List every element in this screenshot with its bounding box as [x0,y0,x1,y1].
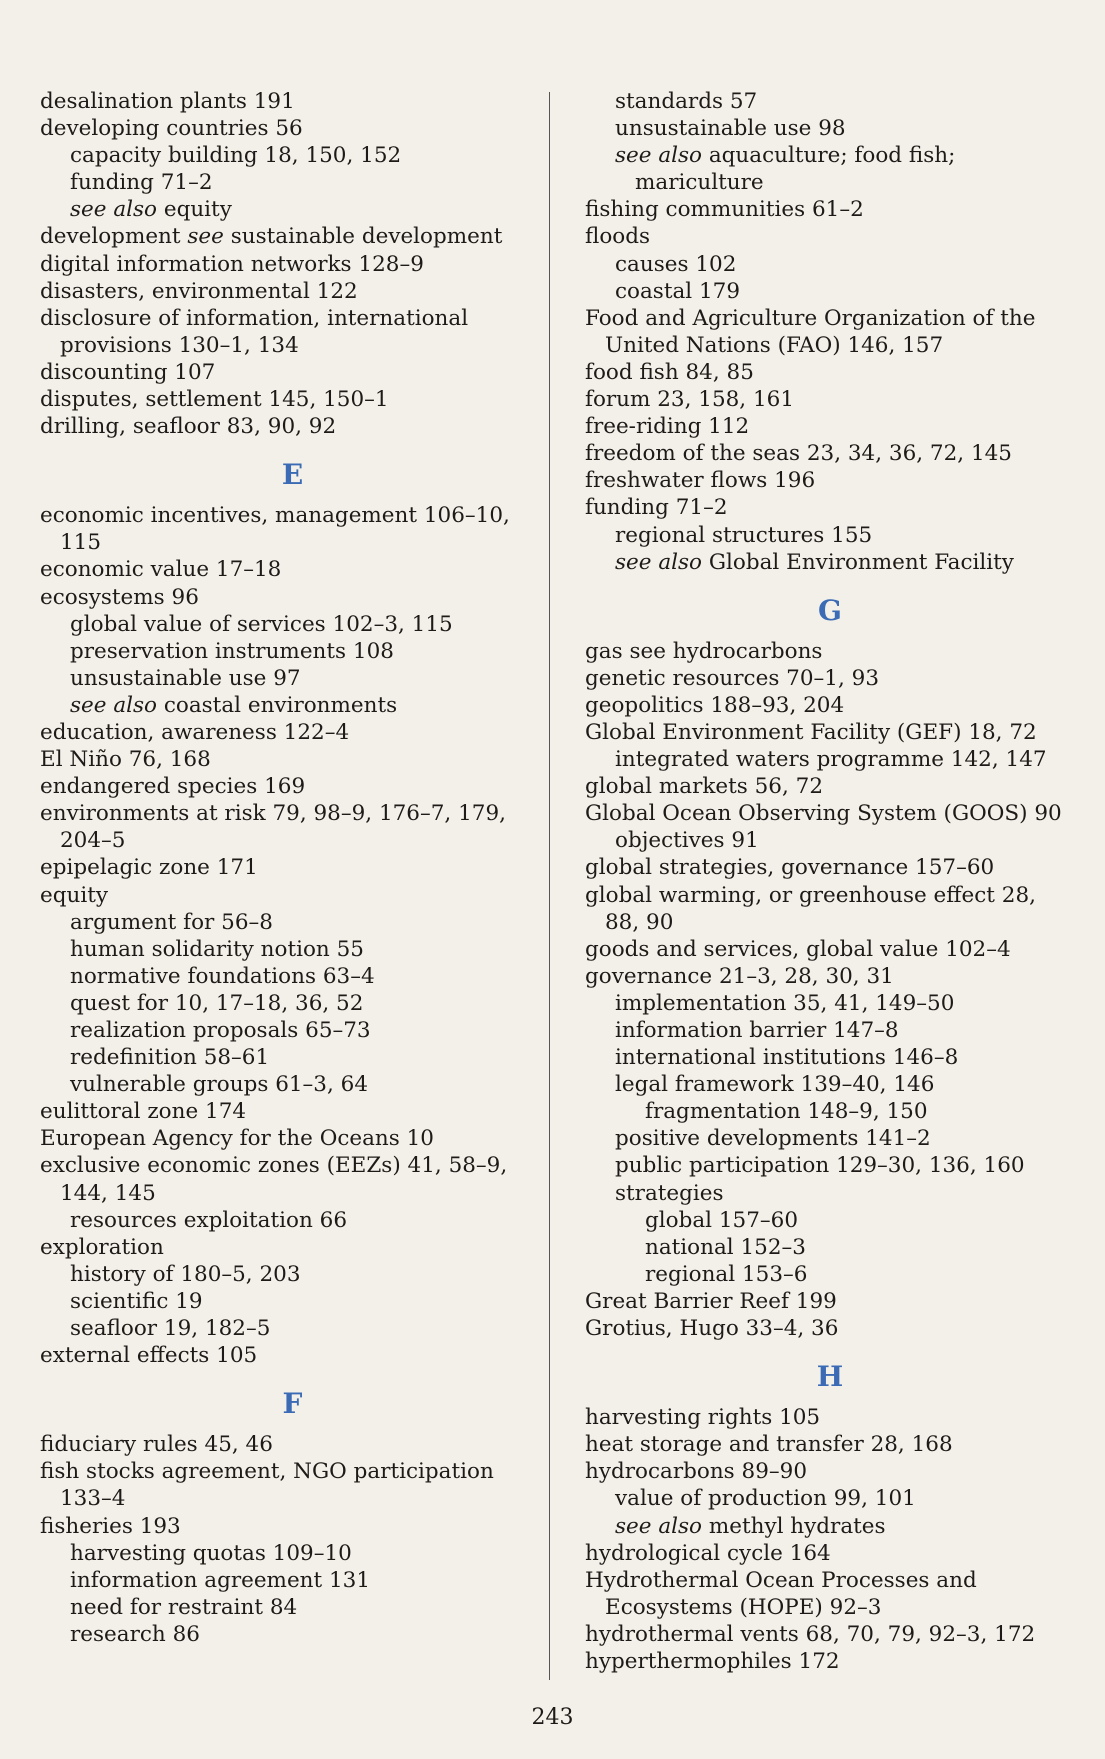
entry-text: food fish 84, 85 [585,359,754,385]
cross-reference-label: see also [615,1513,702,1539]
index-subentry [70,1594,545,1621]
entry-text: resources exploitation 66 [70,1207,348,1233]
entry-text: realization proposals 65–73 [70,1018,371,1043]
entry-text: Global Ocean Observing System (GOOS) 90 [585,801,1062,827]
index-entry [40,1098,545,1125]
index-entry [40,1513,545,1540]
entry-text: forum 23, 158, 161 [585,387,795,413]
left-index-column [40,88,545,1648]
entry-text: geopolitics 188–93, 204 [585,692,845,718]
entry-text: global 157–60 [645,1207,799,1233]
index-subentry [70,1540,545,1567]
index-entry [585,719,1075,746]
entry-text: implementation 35, 41, 149–50 [615,990,955,1016]
entry-text: Global Environment Facility (GEF) 18, 72 [585,719,1037,745]
entry-text: discounting 107 [40,359,216,385]
entry-text: redefinition 58–61 [70,1045,270,1071]
entry-text: scientific 19 [70,1288,203,1314]
entry-text: aquaculture; food fish; mariculture [635,143,956,196]
index-subentry [615,278,1075,305]
entry-text: Hydrothermal Ocean Processes and Ecosystems (HOPE) 92–3 [585,1567,977,1620]
entry-text: coastal 179 [615,278,741,304]
index-subentry [70,1044,545,1071]
index-entry [585,936,1075,963]
index-entry [40,88,545,115]
cross-reference-label: see also [70,197,157,223]
entry-text: hyperthermophiles 172 [585,1648,840,1674]
index-entry [585,1288,1075,1315]
entry-text: human solidarity notion 55 [70,936,364,962]
index-entry [40,882,545,909]
entry-text: Food and Agriculture Organization of the United Nations (FAO) 146, 157 [585,305,1036,358]
index-entry [40,251,545,278]
entry-text: fish stocks agreement, NGO participation 133–4 [40,1459,494,1512]
entry-text: causes 102 [615,251,737,277]
index-subentry [615,990,1075,1017]
entry-text: strategies [615,1180,724,1206]
index-subentry [615,1017,1075,1044]
cross-reference-label: see also [70,692,157,718]
section-letter-heading: H [816,1360,844,1394]
index-entry [585,467,1075,494]
entry-text: fisheries 193 [40,1513,181,1539]
entry-text: disputes, settlement 145, 150–1 [40,387,389,413]
index-entry [40,359,545,386]
index-entry [585,773,1075,800]
entry-text: heat storage and transfer 28, 168 [585,1432,953,1458]
entry-text: eulittoral zone 174 [40,1099,247,1125]
entry-text: equity [40,882,108,908]
entry-text: fishing communities 61–2 [585,197,864,223]
entry-text: national 152–3 [645,1234,806,1260]
index-subentry [645,1098,1075,1125]
index-subentry [615,827,1075,854]
page-number: 243 [531,1705,574,1730]
entry-text: global strategies, governance 157–60 [585,855,995,881]
section-letter-heading: E [281,458,304,492]
index-subentry [70,196,545,223]
index-entry [40,1152,545,1206]
index-subentry [615,1485,1075,1512]
entry-text: exclusive economic zones (EEZs) 41, 58–9, 144, 145 [40,1153,508,1206]
entry-text: standards 57 [615,89,758,114]
entry-text: funding 71–2 [70,170,213,196]
index-entry [40,719,545,746]
index-entry [40,773,545,800]
entry-text: public participation 129–30, 136, 160 [615,1153,1025,1179]
index-entry [585,1404,1075,1431]
index-subentry [615,1125,1075,1152]
index-entry [40,305,545,359]
entry-text: positive developments 141–2 [615,1126,931,1152]
index-entry [40,1431,545,1458]
index-subentry [70,1621,545,1648]
index-entry [40,746,545,773]
entry-text: external effects 105 [40,1343,258,1369]
index-subentry [70,665,545,692]
entry-text: disclosure of information, international provisions 130–1, 134 [40,305,469,358]
entry-text: education, awareness 122–4 [40,719,350,745]
entry-text: coastal environments [163,692,398,718]
index-entry [585,223,1075,250]
index-entry [585,692,1075,719]
index-subentry [70,142,545,169]
entry-text: disasters, environmental 122 [40,278,358,304]
index-subentry [615,1513,1075,1540]
entry-text: digital information networks 128–9 [40,251,424,277]
entry-text: regional 153–6 [645,1261,808,1287]
index-entry [585,305,1075,359]
entry-text: seafloor 19, 182–5 [70,1316,271,1342]
entry-text: developing countries 56 [40,116,303,142]
index-entry [585,854,1075,881]
index-subentry [615,88,1075,115]
entry-text: economic incentives, management 106–10, 115 [40,503,510,556]
index-entry [585,1458,1075,1485]
entry-text: research 86 [70,1621,200,1647]
index-subentry [70,169,545,196]
right-index-column [585,88,1075,1675]
entry-text: fiduciary rules 45, 46 [40,1432,273,1458]
index-subentry [70,990,545,1017]
section-letter-heading: G [818,593,842,627]
index-entry [40,1234,545,1261]
cross-reference-label: see also [615,143,702,169]
entry-text: international institutions 146–8 [615,1045,959,1071]
entry-text: governance 21–3, 28, 30, 31 [585,963,894,989]
entry-text: harvesting rights 105 [585,1405,821,1431]
index-entry [585,359,1075,386]
entry-text: epipelagic zone 171 [40,855,258,881]
index-entry [585,1431,1075,1458]
index-subentry [70,909,545,936]
index-entry [585,1621,1075,1648]
index-entry [585,638,1075,665]
entry-text: economic value 17–18 [40,557,282,583]
entry-text: objectives 91 [615,828,759,854]
index-entry [585,800,1075,827]
index-subentry [70,936,545,963]
index-subentry [645,1207,1075,1234]
entry-text: methyl hydrates [708,1513,886,1539]
index-subentry [70,1288,545,1315]
index-entry [40,386,545,413]
index-entry [585,1567,1075,1621]
entry-text: endangered species 169 [40,774,306,800]
entry-text: Global Environment Facility [708,549,1014,575]
index-subentry [70,1261,545,1288]
column-divider [549,92,550,1680]
index-entry [585,413,1075,440]
index-entry [40,223,545,250]
index-subentry [615,746,1075,773]
entry-text: unsustainable use 98 [615,116,846,142]
entry-text: drilling, seafloor 83, 90, 92 [40,414,337,440]
cross-reference-label: see [187,224,224,250]
entry-text: need for restraint 84 [70,1594,298,1620]
index-entry [40,556,545,583]
index-entry [585,963,1075,990]
index-subentry [645,1234,1075,1261]
entry-text: floods [585,224,651,250]
entry-text: hydrocarbons 89–90 [585,1459,808,1485]
entry-text: preservation instruments 108 [70,638,394,664]
index-entry [585,1315,1075,1342]
index-subentry [615,251,1075,278]
index-subentry [615,1152,1075,1179]
entry-text: equity [163,197,232,223]
index-entry [40,278,545,305]
index-entry [585,1540,1075,1567]
index-entry [585,386,1075,413]
index-entry [585,1648,1075,1675]
index-entry [40,800,545,854]
entry-text: hydrological cycle 164 [585,1540,831,1566]
entry-text: freshwater flows 196 [585,468,816,494]
entry-text: value of production 99, 101 [615,1486,916,1512]
entry-text: exploration [40,1234,164,1260]
index-subentry [70,963,545,990]
index-subentry [70,692,545,719]
index-subentry [70,1567,545,1594]
entry-text: European Agency for the Oceans 10 [40,1126,434,1152]
index-entry [40,1458,545,1512]
entry-text: free-riding 112 [585,414,750,440]
entry-text: harvesting quotas 109–10 [70,1540,352,1566]
entry-text: funding 71–2 [585,495,728,521]
index-entry [40,1342,545,1369]
entry-text: integrated waters programme 142, 147 [615,747,1047,773]
index-subentry [615,549,1075,576]
index-entry [585,440,1075,467]
entry-text: regional structures 155 [615,522,873,548]
entry-text: goods and services, global value 102–4 [585,936,1011,962]
entry-text: genetic resources 70–1, 93 [585,665,879,691]
entry-text: capacity building 18, 150, 152 [70,143,402,169]
entry-text: Great Barrier Reef 199 [585,1288,837,1314]
entry-term: development [40,224,181,250]
index-entry [40,413,545,440]
index-subentry [70,611,545,638]
index-entry [585,196,1075,223]
index-entry [585,882,1075,936]
index-entry [40,854,545,881]
index-subentry [615,522,1075,549]
entry-text: information agreement 131 [70,1567,371,1593]
index-subentry [615,1180,1075,1207]
entry-text: sustainable development [230,224,503,250]
entry-text: gas see hydrocarbons [585,638,823,664]
entry-text: fragmentation 148–9, 150 [645,1099,928,1125]
entry-text: hydrothermal vents 68, 70, 79, 92–3, 172 [585,1621,1036,1647]
index-subentry [645,1261,1075,1288]
entry-text: legal framework 139–40, 146 [615,1072,935,1098]
index-subentry [615,142,1075,196]
index-entry [40,502,545,556]
entry-text: freedom of the seas 23, 34, 36, 72, 145 [585,441,1012,467]
index-entry [585,665,1075,692]
index-subentry [70,638,545,665]
entry-text: history of 180–5, 203 [70,1261,301,1287]
index-entry [40,1125,545,1152]
entry-text: global markets 56, 72 [585,774,824,800]
index-subentry [70,1315,545,1342]
entry-text: desalination plants 191 [40,89,295,114]
entry-text: global warming, or greenhouse effect 28, 88, 90 [585,882,1036,935]
index-entry [40,115,545,142]
section-letter-heading: F [282,1387,303,1421]
index-entry [40,584,545,611]
entry-text: argument for 56–8 [70,909,273,935]
entry-text: normative foundations 63–4 [70,963,375,989]
index-subentry [615,1071,1075,1098]
entry-text: vulnerable groups 61–3, 64 [70,1072,369,1098]
index-subentry [615,1044,1075,1071]
entry-text: El Niño 76, 168 [40,747,211,773]
index-subentry [615,115,1075,142]
entry-text: unsustainable use 97 [70,665,301,691]
index-subentry [70,1207,545,1234]
index-subentry [70,1071,545,1098]
index-subentry [70,1017,545,1044]
entry-text: global value of services 102–3, 115 [70,611,453,637]
index-entry [585,494,1075,521]
entry-text: information barrier 147–8 [615,1018,899,1043]
cross-reference-label: see also [615,549,702,575]
entry-text: environments at risk 79, 98–9, 176–7, 179, 204–5 [40,801,506,854]
entry-text: quest for 10, 17–18, 36, 52 [70,990,364,1016]
entry-text: ecosystems 96 [40,584,199,610]
entry-text: Grotius, Hugo 33–4, 36 [585,1316,839,1342]
